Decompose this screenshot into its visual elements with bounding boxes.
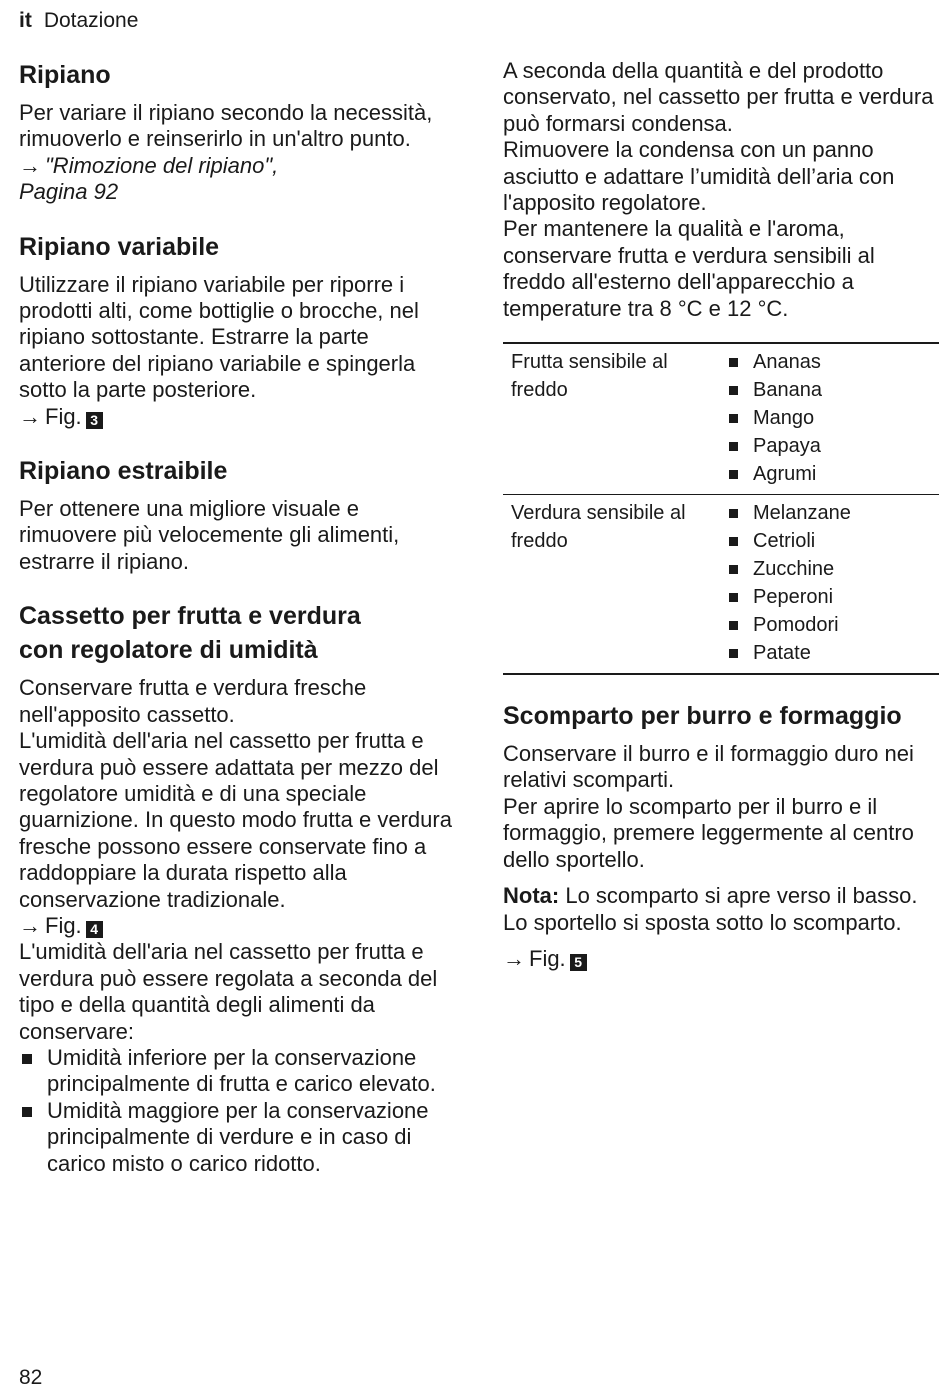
heading-cassetto-line1: Cassetto per frutta e verdura — [19, 602, 361, 631]
figure-number-badge: 4 — [86, 921, 103, 938]
ripiano-variabile-body: Utilizzare il ripiano variabile per riporre i prodotti alti, come bottiglie o brocche, nel ripiano sottostante. Estrarre la parte anteriore del ripiano variabile e spingerla sotto la parte posteriore. — [19, 271, 419, 403]
list-item: Umidità maggiore per la conservazione principalmente di verdure e in caso di carico misto o carico ridotto. — [19, 1098, 459, 1177]
list-item: Pomodori — [727, 611, 931, 639]
figure-number-badge: 3 — [86, 412, 103, 429]
veg-list — [727, 499, 931, 667]
table-row — [503, 495, 939, 675]
fig-label: Fig. — [45, 912, 82, 938]
fig-reference-4[interactable] — [19, 913, 459, 939]
scomparto-body-2: Per aprire lo scomparto per il burro e il formaggio, premere leggermente al centro dello sportello. — [503, 793, 914, 872]
ripiano-body: Per variare il ripiano secondo la necessità, rimuoverlo e reinserirlo in un'altro punto. — [19, 100, 433, 152]
ref-page[interactable]: Pagina 92 — [19, 179, 119, 205]
page-number: 82 — [19, 1366, 43, 1389]
humidity-list — [19, 1045, 459, 1177]
language-code: it — [19, 9, 32, 32]
sensitive-produce-table — [503, 342, 939, 675]
heading-cassetto — [19, 599, 459, 667]
ripiano-cross-reference[interactable] — [19, 153, 459, 206]
arrow-icon: → — [19, 403, 41, 429]
list-item: Ananas — [727, 348, 931, 376]
list-item: Papaya — [727, 432, 931, 460]
note-label: Nota: — [503, 883, 560, 909]
list-item: Patate — [727, 639, 931, 667]
cassetto-body-2: L'umidità dell'aria nel cassetto per frutta e verdura può essere adattata per mezzo del regolatore umidità e di una speciale guarnizione. In questo modo frutta e verdura fresche possono essere conservate fino a raddoppiare la durata rispetto alla conservazione tradizionale. — [19, 728, 452, 912]
intro-paragraph-1: A seconda della quantità e del prodotto conservato, nel cassetto per frutta e verdura può formarsi condensa. — [503, 58, 934, 136]
list-item: Agrumi — [727, 460, 931, 488]
fig-label: Fig. — [529, 945, 566, 971]
heading-scomparto: Scomparto per burro e formaggio — [503, 702, 902, 731]
figure-number-badge: 5 — [570, 954, 587, 971]
list-item: Zucchine — [727, 555, 931, 583]
fig-reference-3[interactable] — [19, 404, 459, 430]
scomparto-body-1: Conservare il burro e il formaggio duro nei relativi scomparti. — [503, 741, 914, 793]
list-item: Cetrioli — [727, 527, 931, 555]
veg-label: Verdura sensibile al freddo — [511, 502, 686, 553]
cassetto-body-1: Conservare frutta e verdura fresche nell'apposito cassetto. — [19, 675, 367, 727]
heading-ripiano-estraibile: Ripiano estraibile — [19, 457, 228, 486]
left-column — [19, 58, 459, 1177]
note-paragraph — [503, 883, 939, 936]
heading-ripiano-variabile: Ripiano variabile — [19, 232, 220, 261]
table-row — [503, 343, 939, 495]
ripiano-estraibile-body: Per ottenere una migliore visuale e rimuovere più velocemente gli alimenti, estrarre il ripiano. — [19, 496, 400, 574]
page-header — [19, 8, 138, 34]
ref-text[interactable]: "Rimozione del ripiano", — [45, 152, 279, 178]
fruit-label: Frutta sensibile al freddo — [511, 351, 668, 402]
arrow-icon: → — [503, 945, 525, 971]
intro-paragraph-3: Per mantenere la qualità e l'aroma, conservare frutta e verdura sensibili al freddo all'esterno dell'apparecchio a temperature tra 8 °C e 12 °C. — [503, 216, 875, 321]
list-item: Umidità inferiore per la conservazione principalmente di frutta e carico elevato. — [19, 1045, 459, 1098]
list-item: Melanzane — [727, 499, 931, 527]
heading-ripiano: Ripiano — [19, 61, 111, 89]
intro-paragraph-2: Rimuovere la condensa con un panno asciutto e adattare l’umidità dell’aria con l'apposito regolatore. — [503, 137, 895, 216]
list-item: Banana — [727, 376, 931, 404]
note-text: Lo scomparto si apre verso il basso. Lo sportello si sposta sotto lo scomparto. — [503, 883, 918, 935]
cassetto-body-3: L'umidità dell'aria nel cassetto per frutta e verdura può essere regolata a seconda del tipo e della quantità degli alimenti da conservare: — [19, 939, 438, 1044]
list-item: Peperoni — [727, 583, 931, 611]
fig-reference-5[interactable] — [503, 946, 939, 972]
fruit-list — [727, 348, 931, 488]
arrow-icon: → — [19, 912, 41, 938]
list-item: Mango — [727, 404, 931, 432]
fig-label: Fig. — [45, 403, 82, 429]
arrow-icon: → — [19, 152, 41, 178]
section-title: Dotazione — [43, 9, 139, 32]
right-column — [503, 58, 939, 972]
heading-cassetto-line2: con regolatore di umidità — [19, 636, 318, 665]
